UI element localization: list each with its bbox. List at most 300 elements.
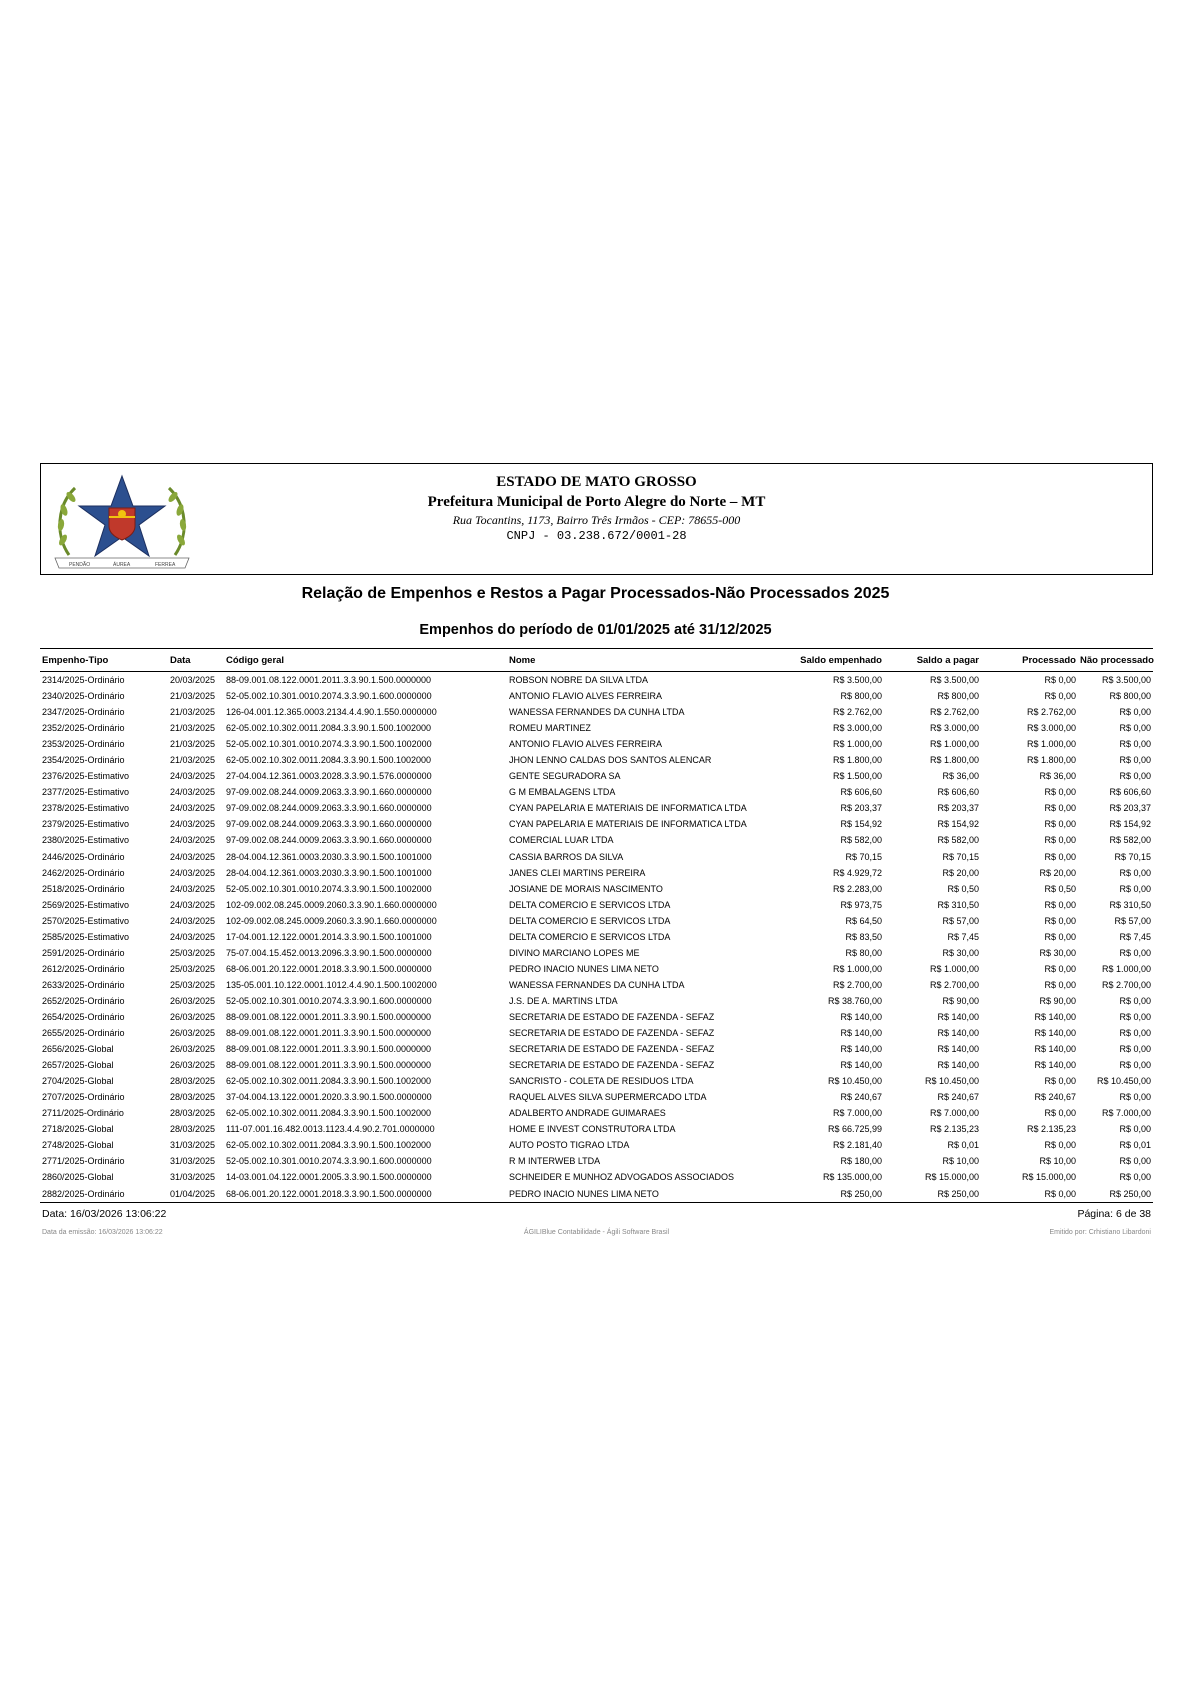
cell-data: 21/03/2025 [170, 739, 216, 750]
cell-codigo-geral: 28-04.004.12.361.0003.2030.3.3.90.1.500.1001000 [226, 867, 432, 878]
col-header-nao-processado: Não processado [1078, 649, 1153, 672]
cell-data: 26/03/2025 [170, 995, 216, 1006]
cell-saldo-a-pagar: R$ 0,50 [947, 883, 979, 894]
cell-codigo-geral: 88-09.001.08.122.0001.2011.3.3.90.1.500.0000000 [226, 1028, 432, 1039]
cell-nao-processado: R$ 0,00 [1119, 1012, 1151, 1022]
table-row [40, 865, 1153, 881]
cell-processado: R$ 0,00 [1044, 787, 1076, 798]
cell-nome: RAQUEL ALVES SILVA SUPERMERCADO LTDA [509, 1092, 707, 1103]
cell-nome: CYAN PAPELARIA E MATERIAIS DE INFORMATICA LTDA [509, 803, 747, 814]
table-row [40, 736, 1153, 752]
cell-saldo-a-pagar: R$ 90,00 [942, 995, 979, 1006]
footer-emission-date: Data da emissão: 16/03/2026 13:06:22 [42, 1229, 163, 1236]
col-header-saldo-a-pagar: Saldo a pagar [884, 649, 981, 672]
cell-nao-processado: R$ 250,00 [1078, 1186, 1153, 1203]
cell-empenho-tipo: 2882/2025-Ordinário [40, 1186, 168, 1203]
cell-nao-processado: R$ 0,00 [1119, 1028, 1151, 1039]
cell-saldo-a-pagar: R$ 140,00 [937, 1028, 979, 1039]
cell-processado: R$ 140,00 [1034, 1060, 1076, 1071]
footer-date: Data: 16/03/2026 13:06:22 [42, 1208, 167, 1220]
cell-empenho-tipo: 2376/2025-Estimativo [42, 771, 130, 782]
cell-data: 24/03/2025 [170, 835, 216, 846]
cell-empenho-tipo: 2633/2025-Ordinário [42, 979, 125, 990]
col-header-nome: Nome [507, 649, 787, 672]
cell-saldo-empenhado: R$ 240,67 [840, 1092, 882, 1103]
cell-nome: ROBSON NOBRE DA SILVA LTDA [509, 675, 649, 686]
cell-nao-processado: R$ 0,00 [1119, 867, 1151, 878]
cell-empenho-tipo: 2860/2025-Global [42, 1172, 114, 1183]
cell-empenho-tipo: 2314/2025-Ordinário [42, 675, 125, 686]
cell-codigo-geral: 88-09.001.08.122.0001.2011.3.3.90.1.500.0000000 [226, 675, 432, 686]
cell-codigo-geral: 37-04.004.13.122.0001.2020.3.3.90.1.500.0000000 [226, 1092, 432, 1103]
cell-data: 21/03/2025 [170, 691, 216, 702]
footer-software: ÁGILIBlue Contabilidade - Ágili Software Brasil [523, 1229, 670, 1236]
table-row [40, 929, 1153, 945]
cell-nome: DELTA COMERCIO E SERVICOS LTDA [509, 931, 671, 942]
cell-saldo-a-pagar: R$ 800,00 [937, 691, 979, 702]
cell-codigo-geral: 52-05.002.10.301.0010.2074.3.3.90.1.500.1002000 [226, 883, 432, 894]
cell-empenho-tipo: 2353/2025-Ordinário [42, 739, 125, 750]
cell-processado: R$ 0,00 [1044, 691, 1076, 702]
cell-codigo-geral: 75-07.004.15.452.0013.2096.3.3.90.1.500.0000000 [226, 947, 432, 958]
cell-nome: SECRETARIA DE ESTADO DE FAZENDA - SEFAZ [509, 1012, 715, 1022]
cell-codigo-geral: 126-04.001.12.365.0003.2134.4.4.90.1.550.0000000 [226, 707, 437, 718]
cell-processado: R$ 0,00 [1044, 1076, 1076, 1087]
table-row [40, 672, 1153, 689]
cell-data: 21/03/2025 [170, 723, 216, 734]
cell-saldo-a-pagar: R$ 1.800,00 [929, 755, 979, 766]
cell-saldo-a-pagar: R$ 30,00 [942, 947, 979, 958]
cell-saldo-a-pagar: R$ 2.135,23 [929, 1124, 979, 1135]
cell-nao-processado: R$ 1.000,00 [1101, 963, 1151, 974]
cell-data: 25/03/2025 [170, 947, 216, 958]
cell-data: 24/03/2025 [170, 803, 216, 814]
cell-data: 24/03/2025 [170, 819, 216, 830]
table-row [40, 1073, 1153, 1089]
cell-nao-processado: R$ 0,00 [1119, 995, 1151, 1006]
cell-nao-processado: R$ 0,00 [1119, 1060, 1151, 1071]
cell-saldo-empenhado: R$ 2.762,00 [832, 707, 882, 718]
cell-data: 24/03/2025 [170, 883, 216, 894]
cell-processado: R$ 140,00 [1034, 1012, 1076, 1022]
cell-saldo-empenhado: R$ 135.000,00 [822, 1172, 882, 1183]
cell-nome: ROMEU MARTINEZ [509, 723, 591, 734]
cell-processado: R$ 0,00 [981, 1186, 1078, 1203]
cell-codigo-geral: 62-05.002.10.302.0011.2084.3.3.90.1.500.1002000 [226, 723, 432, 734]
table-row [40, 784, 1153, 800]
table-row [40, 1025, 1153, 1041]
cell-saldo-empenhado: R$ 3.500,00 [832, 675, 882, 686]
cell-data: 28/03/2025 [170, 1092, 216, 1103]
cell-saldo-empenhado: R$ 38.760,00 [827, 995, 882, 1006]
cell-processado: R$ 10,00 [1039, 1156, 1076, 1167]
cell-data: 25/03/2025 [170, 979, 216, 990]
cell-saldo-a-pagar: R$ 154,92 [937, 819, 979, 830]
cell-saldo-empenhado: R$ 7.000,00 [832, 1108, 882, 1119]
cell-data: 26/03/2025 [170, 1028, 216, 1039]
crest-motto-1: PENDÃO [69, 562, 91, 568]
cell-empenho-tipo: 2352/2025-Ordinário [42, 723, 125, 734]
cell-nao-processado: R$ 154,92 [1109, 819, 1151, 830]
cell-processado: R$ 0,00 [1044, 803, 1076, 814]
cell-processado: R$ 0,00 [1044, 979, 1076, 990]
cell-nao-processado: R$ 2.700,00 [1101, 979, 1151, 990]
cell-codigo-geral: 111-07.001.16.482.0013.1123.4.4.90.2.701.0000000 [226, 1124, 435, 1135]
cell-codigo-geral: 88-09.001.08.122.0001.2011.3.3.90.1.500.0000000 [226, 1060, 432, 1071]
cell-data: 21/03/2025 [170, 755, 216, 766]
cell-nao-processado: R$ 582,00 [1109, 835, 1151, 846]
cell-empenho-tipo: 2654/2025-Ordinário [42, 1012, 125, 1022]
cell-saldo-a-pagar: R$ 582,00 [937, 835, 979, 846]
cell-processado: R$ 2.135,23 [1026, 1124, 1076, 1135]
cell-nao-processado: R$ 7,45 [1119, 931, 1151, 942]
cell-data: 24/03/2025 [170, 867, 216, 878]
cell-empenho-tipo: 2340/2025-Ordinário [42, 691, 125, 702]
cell-nao-processado: R$ 7.000,00 [1101, 1108, 1151, 1119]
cell-saldo-empenhado: R$ 3.000,00 [832, 723, 882, 734]
cell-codigo-geral: 62-05.002.10.302.0011.2084.3.3.90.1.500.1002000 [226, 1140, 432, 1151]
table-row [40, 993, 1153, 1009]
cell-codigo-geral: 52-05.002.10.301.0010.2074.3.3.90.1.600.0000000 [226, 1156, 432, 1167]
cell-data: 20/03/2025 [170, 675, 216, 686]
cell-saldo-a-pagar: R$ 15.000,00 [924, 1172, 979, 1183]
cell-nao-processado: R$ 0,01 [1119, 1140, 1151, 1151]
cell-saldo-a-pagar: R$ 2.762,00 [929, 707, 979, 718]
cell-data: 24/03/2025 [170, 915, 216, 926]
table-row [40, 945, 1153, 961]
cell-processado: R$ 0,00 [1044, 675, 1076, 686]
table-header-row [40, 649, 1153, 672]
cell-processado: R$ 20,00 [1039, 867, 1076, 878]
cell-empenho-tipo: 2518/2025-Ordinário [42, 883, 125, 894]
cell-data: 24/03/2025 [170, 851, 216, 862]
table-row [40, 849, 1153, 865]
cell-saldo-empenhado: R$ 1.500,00 [832, 771, 882, 782]
table-row [40, 1137, 1153, 1153]
cell-processado: R$ 240,67 [1034, 1092, 1076, 1103]
cell-data: 28/03/2025 [170, 1076, 216, 1087]
cell-processado: R$ 0,00 [1044, 931, 1076, 942]
cell-data: 26/03/2025 [170, 1060, 216, 1071]
col-header-processado: Processado [981, 649, 1078, 672]
prefecture-name: Prefeitura Municipal de Porto Alegre do Norte – MT [427, 494, 766, 510]
cell-data: 28/03/2025 [170, 1108, 216, 1119]
prefecture-address: Rua Tocantins, 1173, Bairro Três Irmãos - CEP: 78655-000 [452, 513, 741, 527]
cell-nome: DIVINO MARCIANO LOPES ME [509, 947, 640, 958]
cell-saldo-empenhado: R$ 140,00 [840, 1012, 882, 1022]
cell-codigo-geral: 97-09.002.08.244.0009.2063.3.3.90.1.660.0000000 [226, 803, 432, 814]
cell-saldo-empenhado: R$ 1.000,00 [832, 963, 882, 974]
cell-nao-processado: R$ 0,00 [1119, 739, 1151, 750]
cell-processado: R$ 30,00 [1039, 947, 1076, 958]
cell-empenho-tipo: 2704/2025-Global [42, 1076, 114, 1087]
cell-nao-processado: R$ 0,00 [1119, 755, 1151, 766]
cell-nao-processado: R$ 203,37 [1109, 803, 1151, 814]
cell-data: 31/03/2025 [170, 1172, 216, 1183]
cell-nome: DELTA COMERCIO E SERVICOS LTDA [509, 915, 671, 926]
table-row [40, 1041, 1153, 1057]
cell-saldo-empenhado: R$ 250,00 [787, 1186, 884, 1203]
cell-saldo-empenhado: R$ 4.929,72 [832, 867, 882, 878]
cell-data: 26/03/2025 [170, 1044, 216, 1055]
cell-saldo-a-pagar: R$ 250,00 [884, 1186, 981, 1203]
cell-processado: R$ 3.000,00 [1026, 723, 1076, 734]
table-row [40, 720, 1153, 736]
cell-saldo-empenhado: R$ 10.450,00 [827, 1076, 882, 1087]
cell-processado: R$ 36,00 [1039, 771, 1076, 782]
cell-saldo-a-pagar: R$ 3.500,00 [929, 675, 979, 686]
cell-nome: SCHNEIDER E MUNHOZ ADVOGADOS ASSOCIADOS [509, 1172, 735, 1183]
cell-nao-processado: R$ 70,15 [1114, 851, 1151, 862]
cell-processado: R$ 0,00 [1044, 1140, 1076, 1151]
cell-saldo-empenhado: R$ 140,00 [840, 1044, 882, 1055]
cell-processado: R$ 2.762,00 [1026, 707, 1076, 718]
cell-nao-processado: R$ 606,60 [1109, 787, 1151, 798]
table-row [40, 1057, 1153, 1073]
cell-data: 24/03/2025 [170, 787, 216, 798]
cell-data: 24/03/2025 [170, 931, 216, 942]
cell-nome: SECRETARIA DE ESTADO DE FAZENDA - SEFAZ [509, 1060, 715, 1071]
cell-nome: CYAN PAPELARIA E MATERIAIS DE INFORMATICA LTDA [509, 819, 747, 830]
cell-saldo-empenhado: R$ 2.283,00 [832, 883, 882, 894]
cell-saldo-a-pagar: R$ 140,00 [937, 1060, 979, 1071]
crest-motto-3: FERREA [155, 562, 176, 568]
cell-processado: R$ 0,00 [1044, 835, 1076, 846]
report-title: Relação de Empenhos e Restos a Pagar Processados-Não Processados 2025 [301, 585, 890, 602]
cell-nome: R M INTERWEB LTDA [509, 1156, 601, 1167]
cell-empenho-tipo: 2354/2025-Ordinário [42, 755, 125, 766]
cell-nao-processado: R$ 0,00 [1119, 1156, 1151, 1167]
cell-nome: DELTA COMERCIO E SERVICOS LTDA [509, 899, 671, 910]
letterhead-text [41, 472, 1152, 544]
cell-empenho-tipo: 2379/2025-Estimativo [42, 819, 130, 830]
cell-data: 31/03/2025 [170, 1156, 216, 1167]
cell-saldo-a-pagar: R$ 240,67 [937, 1092, 979, 1103]
cell-codigo-geral: 62-05.002.10.302.0011.2084.3.3.90.1.500.1002000 [226, 1076, 432, 1087]
cell-codigo-geral: 17-04.001.12.122.0001.2014.3.3.90.1.500.1001000 [226, 931, 432, 942]
table-row [40, 913, 1153, 929]
cell-saldo-a-pagar: R$ 310,50 [937, 899, 979, 910]
cell-nome: SECRETARIA DE ESTADO DE FAZENDA - SEFAZ [509, 1028, 715, 1039]
cell-processado: R$ 0,00 [1044, 819, 1076, 830]
cell-codigo-geral: 88-09.001.08.122.0001.2011.3.3.90.1.500.0000000 [226, 1044, 432, 1055]
cell-data: 01/04/2025 [168, 1186, 224, 1203]
cell-saldo-empenhado: R$ 800,00 [840, 691, 882, 702]
cell-nome: J.S. DE A. MARTINS LTDA [509, 995, 618, 1006]
footer-issued-by: Emitido por: Crhistiano Libardoni [1049, 1229, 1151, 1236]
table-row [40, 688, 1153, 704]
cell-codigo-geral: 68-06.001.20.122.0001.2018.3.3.90.1.500.0000000 [226, 963, 432, 974]
cell-saldo-empenhado: R$ 140,00 [840, 1028, 882, 1039]
cell-empenho-tipo: 2591/2025-Ordinário [42, 947, 125, 958]
cell-empenho-tipo: 2377/2025-Estimativo [42, 787, 130, 798]
cell-processado: R$ 140,00 [1034, 1044, 1076, 1055]
cell-nome: SANCRISTO - COLETA DE RESIDUOS LTDA [509, 1076, 694, 1087]
cell-saldo-a-pagar: R$ 1.000,00 [929, 739, 979, 750]
cell-processado: R$ 90,00 [1039, 995, 1076, 1006]
cell-empenho-tipo: 2711/2025-Ordinário [42, 1108, 124, 1119]
cell-saldo-a-pagar: R$ 20,00 [942, 867, 979, 878]
cell-empenho-tipo: 2771/2025-Ordinário [42, 1156, 125, 1167]
cell-empenho-tipo: 2652/2025-Ordinário [42, 995, 125, 1006]
cell-nome: CASSIA BARROS DA SILVA [509, 851, 624, 862]
cell-empenho-tipo: 2570/2025-Estimativo [42, 915, 130, 926]
cell-empenho-tipo: 2657/2025-Global [42, 1060, 114, 1071]
cell-saldo-empenhado: R$ 1.000,00 [832, 739, 882, 750]
cell-empenho-tipo: 2655/2025-Ordinário [42, 1028, 125, 1039]
state-name: ESTADO DE MATO GROSSO [496, 474, 697, 490]
empenhos-table [40, 648, 1153, 1203]
cell-empenho-tipo: 2585/2025-Estimativo [42, 931, 130, 942]
cell-nao-processado: R$ 310,50 [1109, 899, 1151, 910]
table-body [40, 672, 1153, 1203]
cell-processado: R$ 0,00 [1044, 1108, 1076, 1119]
cell-empenho-tipo: 2462/2025-Ordinário [42, 867, 125, 878]
table-row [40, 800, 1153, 816]
cell-processado: R$ 0,00 [1044, 899, 1076, 910]
cell-codigo-geral: 14-03.001.04.122.0001.2005.3.3.90.1.500.0000000 [226, 1172, 432, 1183]
cell-saldo-a-pagar: R$ 57,00 [942, 915, 979, 926]
table-row [40, 881, 1153, 897]
table-row [40, 832, 1153, 848]
table-row [40, 961, 1153, 977]
cell-data: 24/03/2025 [170, 899, 216, 910]
cell-saldo-a-pagar: R$ 7.000,00 [929, 1108, 979, 1119]
table-row [40, 1169, 1153, 1185]
cell-empenho-tipo: 2569/2025-Estimativo [42, 899, 130, 910]
empenhos-table-container [40, 648, 1153, 1203]
cell-nao-processado: R$ 0,00 [1119, 1172, 1151, 1183]
cell-saldo-empenhado: R$ 582,00 [840, 835, 882, 846]
cell-empenho-tipo: 2612/2025-Ordinário [42, 963, 125, 974]
cell-saldo-a-pagar: R$ 140,00 [937, 1044, 979, 1055]
cell-codigo-geral: 52-05.002.10.301.0010.2074.3.3.90.1.600.0000000 [226, 995, 432, 1006]
cell-codigo-geral: 28-04.004.12.361.0003.2030.3.3.90.1.500.1001000 [226, 851, 432, 862]
cell-processado: R$ 0,50 [1044, 883, 1076, 894]
cell-empenho-tipo: 2718/2025-Global [42, 1124, 114, 1135]
prefecture-cnpj: CNPJ - 03.238.672/0001-28 [506, 529, 687, 543]
col-header-codigo-geral: Código geral [224, 649, 507, 672]
cell-nome: JOSIANE DE MORAIS NASCIMENTO [509, 883, 663, 894]
cell-nao-processado: R$ 0,00 [1119, 1124, 1151, 1135]
table-row [40, 1153, 1153, 1169]
cell-codigo-geral: 97-09.002.08.244.0009.2063.3.3.90.1.660.0000000 [226, 835, 432, 846]
cell-nao-processado: R$ 0,00 [1119, 883, 1151, 894]
cell-saldo-empenhado: R$ 70,15 [845, 851, 882, 862]
cell-nome: GENTE SEGURADORA SA [509, 771, 621, 782]
cell-saldo-empenhado: R$ 1.800,00 [832, 755, 882, 766]
table-row [40, 1105, 1153, 1121]
cell-empenho-tipo: 2748/2025-Global [42, 1140, 114, 1151]
cell-nao-processado: R$ 0,00 [1119, 707, 1151, 718]
cell-saldo-empenhado: R$ 973,75 [840, 899, 882, 910]
cell-saldo-empenhado: R$ 154,92 [840, 819, 882, 830]
cell-processado: R$ 0,00 [1044, 915, 1076, 926]
cell-nome: G M EMBALAGENS LTDA [509, 787, 616, 798]
letterhead [40, 463, 1153, 575]
cell-processado: R$ 0,00 [1044, 851, 1076, 862]
cell-nao-processado: R$ 10.450,00 [1096, 1076, 1151, 1087]
cell-codigo-geral: 97-09.002.08.244.0009.2063.3.3.90.1.660.0000000 [226, 787, 432, 798]
table-row [40, 816, 1153, 832]
cell-empenho-tipo: 2446/2025-Ordinário [42, 851, 125, 862]
table-row [40, 1186, 1153, 1203]
cell-codigo-geral: 52-05.002.10.301.0010.2074.3.3.90.1.600.0000000 [226, 691, 432, 702]
cell-saldo-a-pagar: R$ 36,00 [942, 771, 979, 782]
cell-data: 25/03/2025 [170, 963, 216, 974]
cell-nao-processado: R$ 0,00 [1119, 1044, 1151, 1055]
cell-saldo-empenhado: R$ 140,00 [840, 1060, 882, 1071]
cell-saldo-empenhado: R$ 606,60 [840, 787, 882, 798]
cell-nao-processado: R$ 3.500,00 [1101, 675, 1151, 686]
cell-codigo-geral: 97-09.002.08.244.0009.2063.3.3.90.1.660.0000000 [226, 819, 432, 830]
cell-codigo-geral: 102-09.002.08.245.0009.2060.3.3.90.1.660.0000000 [226, 899, 437, 910]
table-row [40, 1089, 1153, 1105]
table-row [40, 977, 1153, 993]
cell-nome: AUTO POSTO TIGRAO LTDA [509, 1140, 630, 1151]
cell-codigo-geral: 135-05.001.10.122.0001.1012.4.4.90.1.500.1002000 [226, 979, 437, 990]
cell-saldo-empenhado: R$ 2.700,00 [832, 979, 882, 990]
cell-nome: WANESSA FERNANDES DA CUNHA LTDA [509, 707, 685, 718]
cell-data: 28/03/2025 [170, 1124, 216, 1135]
col-header-empenho-tipo: Empenho-Tipo [40, 649, 168, 672]
cell-empenho-tipo: 2380/2025-Estimativo [42, 835, 130, 846]
table-row [40, 704, 1153, 720]
cell-nome: HOME E INVEST CONSTRUTORA LTDA [509, 1124, 676, 1135]
cell-nome: SECRETARIA DE ESTADO DE FAZENDA - SEFAZ [509, 1044, 715, 1055]
cell-nome: ADALBERTO ANDRADE GUIMARAES [509, 1108, 666, 1119]
cell-data: 26/03/2025 [170, 1012, 216, 1022]
cell-empenho-tipo: 2656/2025-Global [42, 1044, 114, 1055]
cell-nome: ANTONIO FLAVIO ALVES FERREIRA [509, 691, 663, 702]
cell-saldo-empenhado: R$ 64,50 [845, 915, 882, 926]
cell-saldo-empenhado: R$ 83,50 [845, 931, 882, 942]
cell-empenho-tipo: 2707/2025-Ordinário [42, 1092, 125, 1103]
cell-nome: PEDRO INACIO NUNES LIMA NETO [509, 963, 659, 974]
cell-saldo-a-pagar: R$ 10.450,00 [924, 1076, 979, 1087]
report-period: Empenhos do período de 01/01/2025 até 31/12/2025 [419, 622, 772, 638]
cell-data: 31/03/2025 [170, 1140, 216, 1151]
cell-saldo-empenhado: R$ 66.725,99 [827, 1124, 882, 1135]
cell-nome: ANTONIO FLAVIO ALVES FERREIRA [509, 739, 663, 750]
cell-nome: JHON LENNO CALDAS DOS SANTOS ALENCAR [509, 755, 712, 766]
cell-saldo-empenhado: R$ 180,00 [840, 1156, 882, 1167]
cell-saldo-empenhado: R$ 2.181,40 [832, 1140, 882, 1151]
footer-page-number: Página: 6 de 38 [1077, 1208, 1151, 1220]
cell-processado: R$ 1.800,00 [1026, 755, 1076, 766]
col-header-saldo-empenhado: Saldo empenhado [787, 649, 884, 672]
cell-processado: R$ 15.000,00 [1021, 1172, 1076, 1183]
cell-nao-processado: R$ 0,00 [1119, 723, 1151, 734]
cell-nao-processado: R$ 57,00 [1114, 915, 1151, 926]
table-row [40, 1009, 1153, 1025]
table-row [40, 768, 1153, 784]
cell-nao-processado: R$ 800,00 [1109, 691, 1151, 702]
cell-empenho-tipo: 2378/2025-Estimativo [42, 803, 130, 814]
cell-saldo-a-pagar: R$ 3.000,00 [929, 723, 979, 734]
cell-nao-processado: R$ 0,00 [1119, 1092, 1151, 1103]
cell-nao-processado: R$ 0,00 [1119, 947, 1151, 958]
cell-processado: R$ 0,00 [1044, 963, 1076, 974]
cell-data: 24/03/2025 [170, 771, 216, 782]
cell-saldo-a-pagar: R$ 140,00 [937, 1012, 979, 1022]
cell-nome: PEDRO INACIO NUNES LIMA NETO [507, 1186, 787, 1203]
cell-codigo-geral: 62-05.002.10.302.0011.2084.3.3.90.1.500.1002000 [226, 1108, 432, 1119]
cell-data: 21/03/2025 [170, 707, 216, 718]
cell-codigo-geral: 88-09.001.08.122.0001.2011.3.3.90.1.500.0000000 [226, 1012, 432, 1022]
table-row [40, 897, 1153, 913]
cell-codigo-geral: 102-09.002.08.245.0009.2060.3.3.90.1.660.0000000 [226, 915, 437, 926]
